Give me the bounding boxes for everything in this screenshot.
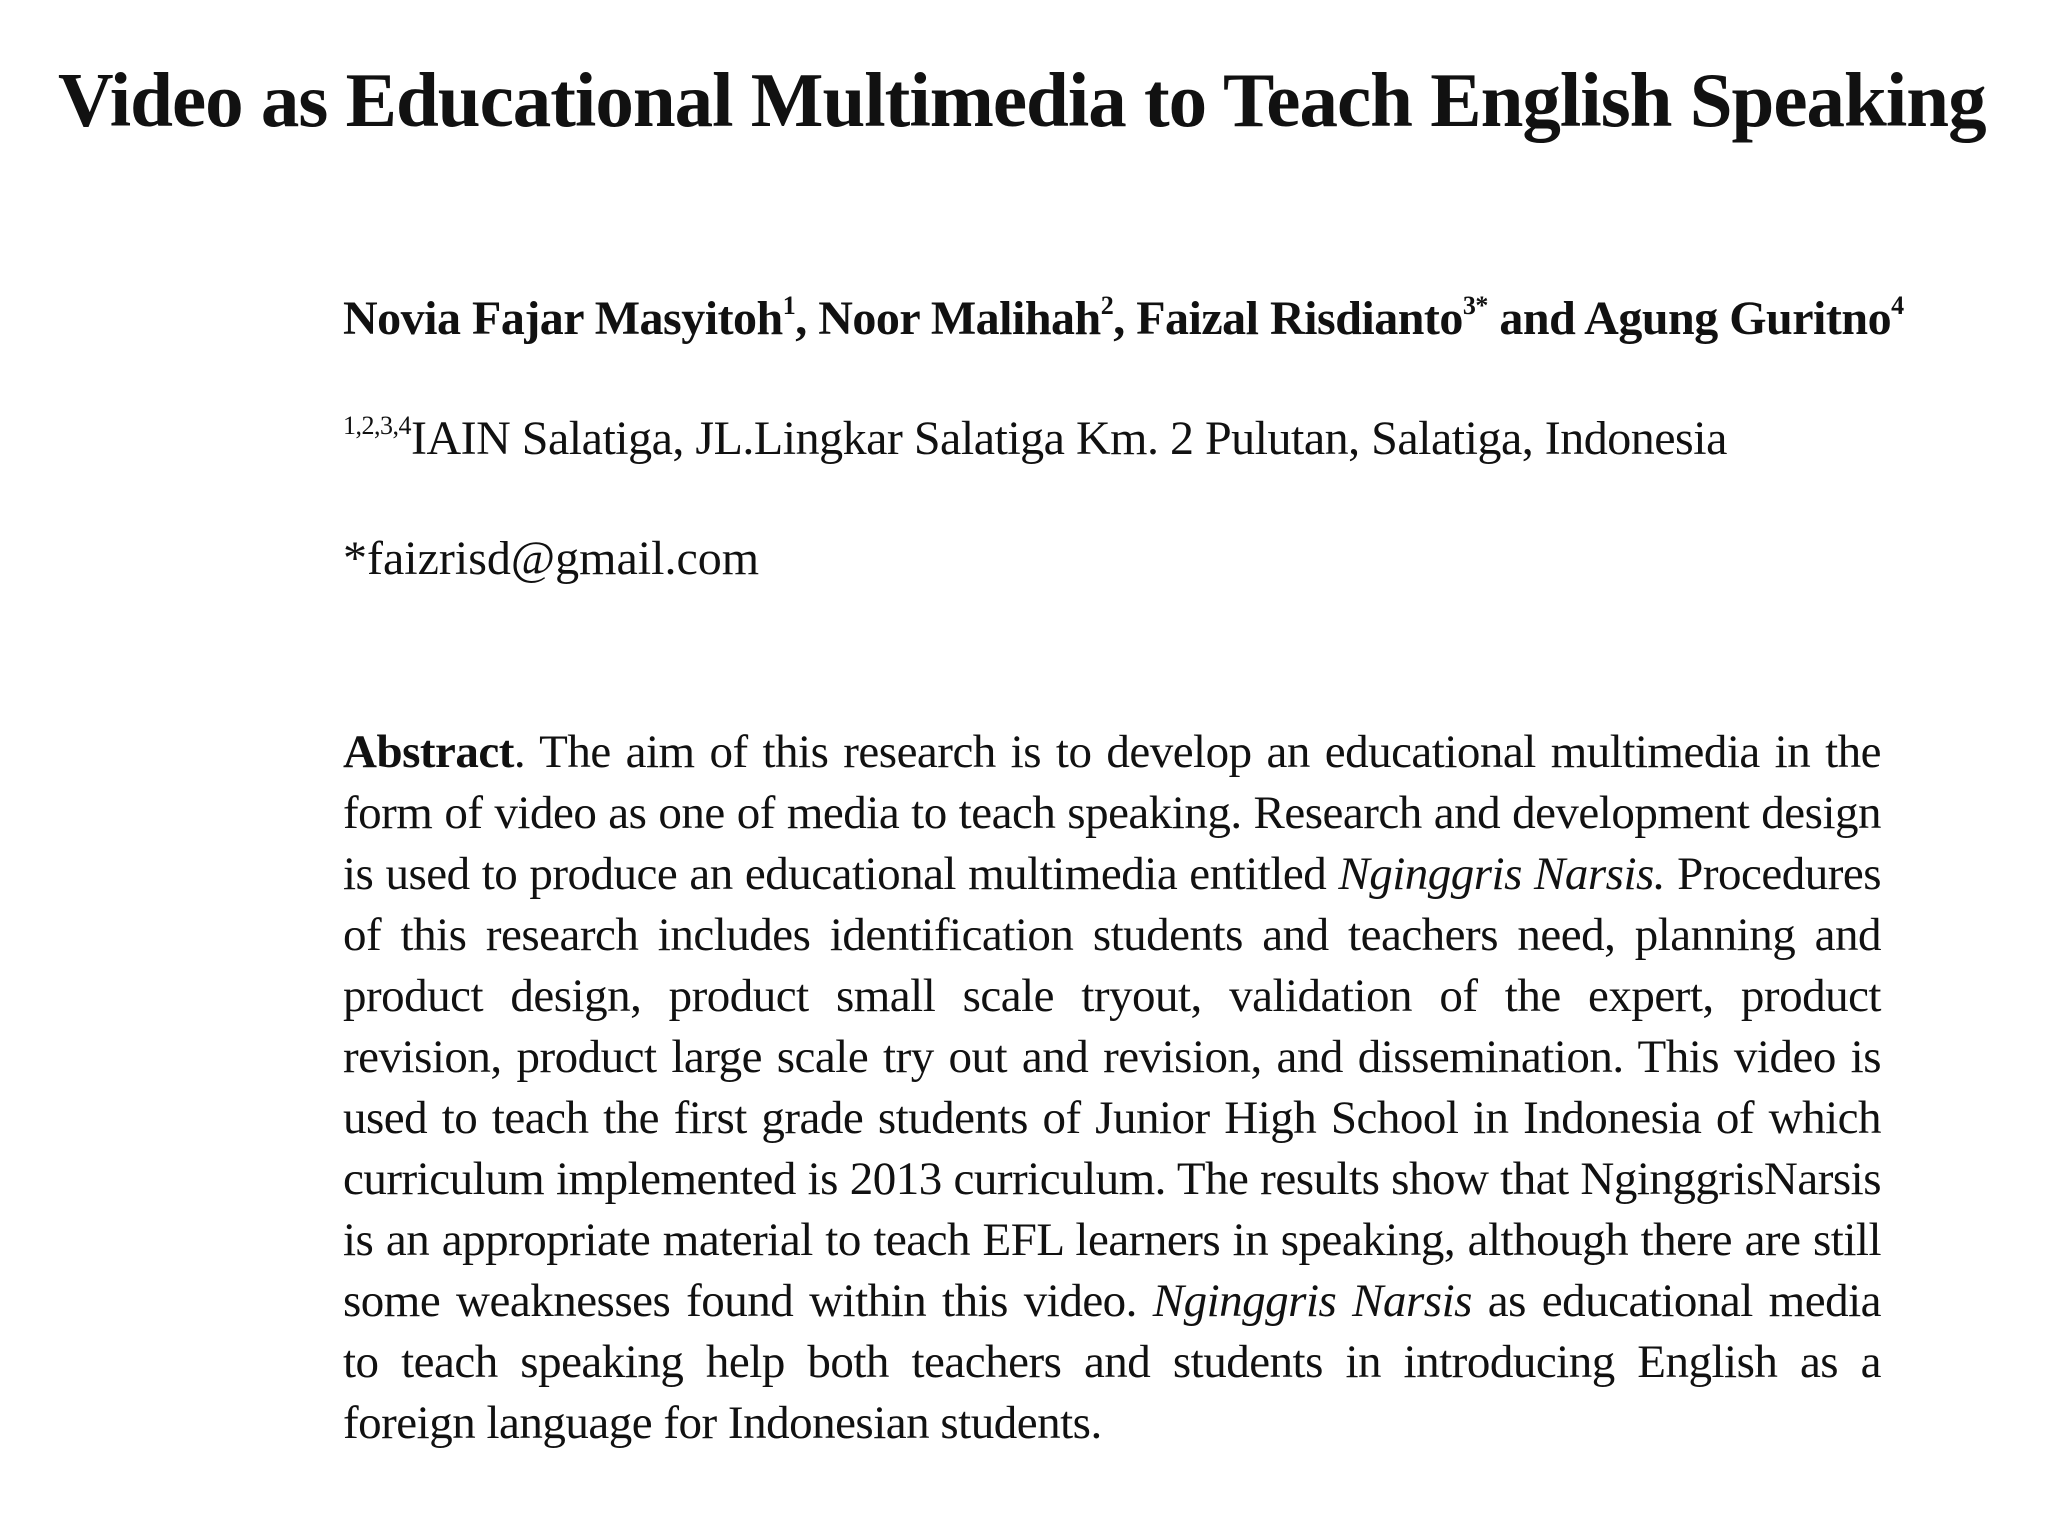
author-list (343, 290, 1904, 348)
author-affiliation-mark: 4 (1891, 291, 1904, 320)
author-separator: and (1487, 292, 1585, 345)
affiliation-line (343, 410, 1727, 468)
paper-title: Video as Educational Multimedia to Teach English Speaking (58, 57, 1986, 143)
abstract-italic-title: Nginggris Narsis (1152, 1275, 1472, 1327)
abstract-text: . The aim of this research is to develop an educational multimedia in the form of video as one of media to teach speaking. Research and development design is used to produce an educational multimedia entitled (343, 726, 1881, 900)
author-name: Faizal Risdianto (1136, 292, 1463, 345)
author-affiliation-mark: 2 (1100, 291, 1114, 320)
affiliation-text: IAIN Salatiga, JL.Lingkar Salatiga Km. 2 Pulutan, Salatiga, Indonesia (411, 412, 1727, 465)
affiliation-mark: 1,2,3,4 (343, 411, 411, 440)
author-affiliation-mark: 1 (782, 291, 796, 320)
author-separator: , (1113, 292, 1137, 345)
author-separator: , (795, 292, 819, 345)
abstract-text: as educational media to teach speaking help both teachers and students in introducing English as a foreign language for Indonesian students. (343, 1275, 1882, 1449)
abstract-italic-title: Nginggris Narsis. (1338, 848, 1666, 900)
abstract-paragraph (343, 722, 1881, 1454)
author-affiliation-mark: 3* (1462, 291, 1488, 320)
author-name: Novia Fajar Masyitoh (343, 292, 783, 345)
abstract-text: Procedures of this research includes identification students and teachers need, planning and product design, product small scale tryout, validation of the expert, product revision, product large scale try out and revision, and dissemination. This video is used to teach the first grade students of Junior High School in Indonesia of which curriculum implemented is 2013 curriculum. The results show that NginggrisNarsis is an appropriate material to teach EFL learners in speaking, although there are still some weaknesses found within this video. (343, 848, 1881, 1327)
author-name: Noor Malihah (818, 292, 1101, 345)
author-name: Agung Guritno (1584, 292, 1892, 345)
corresponding-email: *faizrisd@gmail.com (343, 532, 760, 585)
paper-front-matter (343, 290, 1904, 1449)
abstract-label: Abstract (343, 726, 514, 778)
